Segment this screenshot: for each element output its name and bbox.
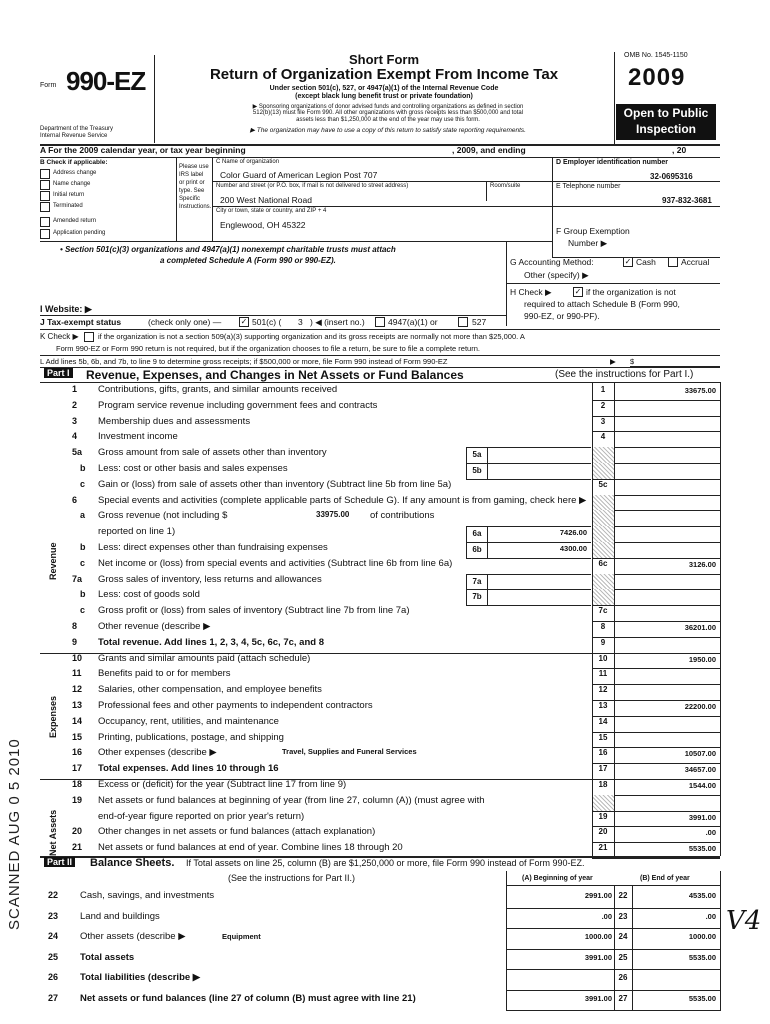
accounting-method-label: G Accounting Method: xyxy=(510,257,594,267)
line-amount[interactable]: 33675.00 xyxy=(684,386,716,395)
line-description: Investment income xyxy=(98,431,178,443)
org-city[interactable]: Englewood, OH 45322 xyxy=(220,220,306,230)
line-box-number: 8 xyxy=(600,622,606,631)
label-application-pending: Application pending xyxy=(53,230,106,236)
line-description: Other changes in net assets or fund balances (attach explanation) xyxy=(98,826,376,838)
other-specify-label: Other (specify) ▶ xyxy=(524,270,589,280)
checkbox-527[interactable] xyxy=(458,317,468,327)
inner-box-label: 7a xyxy=(466,574,488,591)
line-number: 12 xyxy=(72,684,83,695)
balance-line-number: 22 xyxy=(48,890,59,900)
line-number: 7a xyxy=(72,573,83,584)
line-description: Membership dues and assessments xyxy=(98,415,251,427)
open-to-public: Open to Public xyxy=(623,106,709,120)
shaded-cell xyxy=(593,589,614,605)
balance-row-rule xyxy=(506,969,720,970)
line-number: c xyxy=(80,557,86,568)
label-initial-return: Initial return xyxy=(53,192,85,198)
form-number: 990-EZ xyxy=(66,66,146,96)
checkbox-initial-return[interactable] xyxy=(40,191,50,201)
title-main: Return of Organization Exempt From Income Tax xyxy=(209,66,559,83)
label-accrual: Accrual xyxy=(681,257,710,267)
line-amount[interactable]: 3991.00 xyxy=(688,812,716,822)
line-description: Special events and activities (complete applicable parts of Schedule G). If any amount is from gaming, check here ▶ xyxy=(98,494,587,506)
line-a-mid: , 2009, and ending xyxy=(452,145,526,155)
line-h-text-3: 990-EZ, or 990-PF). xyxy=(524,311,600,321)
line-number: 3 xyxy=(72,415,78,426)
line-box-number: 20 xyxy=(598,827,608,837)
balance-row-rule xyxy=(506,908,720,909)
line-number: a xyxy=(80,510,86,521)
part1-title: Revenue, Expenses, and Changes in Net Assets or Fund Balances xyxy=(86,368,464,382)
balance-row-rule xyxy=(506,928,720,929)
checkbox-4947[interactable] xyxy=(375,317,385,327)
gross-revenue-excluding[interactable]: 33975.00 xyxy=(316,510,350,520)
checkbox-address-change[interactable] xyxy=(40,169,50,179)
checkbox-terminated[interactable] xyxy=(40,202,50,212)
group-exemption-label-2: Number ▶ xyxy=(568,238,608,248)
line-number: b xyxy=(80,463,86,473)
street-label: Number and street (or P.O. box, if mail is not delivered to street address) xyxy=(216,183,409,189)
irs-name: Internal Revenue Service xyxy=(40,133,108,139)
line-amount[interactable]: 5535.00 xyxy=(688,844,716,854)
line-box-number: 21 xyxy=(598,843,608,853)
org-street[interactable]: 200 West National Road xyxy=(220,195,312,205)
line-a-end: , 20 xyxy=(672,145,687,155)
line-box-number: 17 xyxy=(598,764,608,774)
inner-box-label: 5a xyxy=(466,447,488,464)
line-number: 6 xyxy=(72,494,78,505)
phone-value[interactable]: 937-832-3681 xyxy=(662,196,712,205)
line-box-number: 11 xyxy=(598,669,608,679)
block-b-title: B Check if applicable: xyxy=(40,159,108,166)
line-number: 14 xyxy=(72,715,83,726)
checkbox-accrual[interactable] xyxy=(668,257,678,267)
line-amount[interactable]: 22200.00 xyxy=(684,702,716,711)
line-amount[interactable]: .00 xyxy=(705,828,716,838)
part2-title: Balance Sheets. xyxy=(90,857,175,869)
shaded-cell xyxy=(593,542,614,558)
line-number: 5a xyxy=(72,447,83,458)
shaded-cell xyxy=(593,463,614,479)
line-number: 1 xyxy=(72,384,78,394)
balance-box-number: 25 xyxy=(618,952,628,962)
line-description: Excess or (deficit) for the year (Subtract line 17 from line 9) xyxy=(98,779,347,790)
line-box-number: 14 xyxy=(598,716,608,726)
line-description: Gain or (loss) from sale of assets other than inventory (Subtract line 5b from line 5a) xyxy=(98,478,452,490)
line-box-number: 15 xyxy=(598,732,608,742)
line-number: b xyxy=(80,542,86,552)
line-description-2: of contributions xyxy=(370,510,435,522)
balance-box-number: 23 xyxy=(618,911,628,921)
balance-line-description: Net assets or fund balances (line 27 of column (B) must agree with line 21) xyxy=(80,992,416,1004)
line-a-label: A For the 2009 calendar year, or tax year beginning xyxy=(40,145,246,155)
shaded-cell xyxy=(593,574,614,590)
balance-box-number: 24 xyxy=(618,932,628,941)
inner-box-label: 5b xyxy=(466,463,488,480)
label-insert-no: ) ◀ (insert no.) xyxy=(310,317,365,327)
line-number: 16 xyxy=(72,747,83,758)
inner-box-value[interactable] xyxy=(487,463,591,480)
line-number: 15 xyxy=(72,731,83,742)
line-number: 21 xyxy=(72,842,83,853)
expenses-label: Expenses xyxy=(48,695,58,738)
beginning-year-value[interactable]: 2991.00 xyxy=(584,891,612,900)
balance-row-rule xyxy=(506,1010,720,1011)
end-year-value[interactable]: .00 xyxy=(705,911,716,921)
checkbox-line-k[interactable] xyxy=(84,332,94,342)
phone-label: E Telephone number xyxy=(556,183,621,190)
line-description: Benefits paid to or for members xyxy=(98,668,231,680)
balance-line-number: 27 xyxy=(48,992,59,1003)
line-box-number: 4 xyxy=(600,432,606,442)
line-box-number: 16 xyxy=(598,748,608,758)
part2-tag: Part II xyxy=(44,857,75,867)
line-k-text-2: Form 990-EZ or Form 990 return is not required, but if the organization chooses to file a return, be sure to file a complete return. xyxy=(56,344,480,353)
line-description: Program service revenue including government fees and contracts xyxy=(98,399,378,411)
tax-exempt-label: J Tax-exempt status xyxy=(40,317,122,327)
part1-tag: Part I xyxy=(44,368,73,378)
line-number: c xyxy=(80,605,86,616)
inspection: Inspection xyxy=(635,122,696,136)
line-number: 8 xyxy=(72,621,78,631)
line-h-label: H Check ▶ xyxy=(510,287,552,297)
irs-label-note: Please use IRS label or print or type. See Specific Instructions. xyxy=(179,164,212,210)
tax-exempt-check: (check only one) — xyxy=(148,317,222,327)
line-number: c xyxy=(80,478,86,489)
balance-row-rule xyxy=(506,949,720,950)
checkbox-amended-return[interactable] xyxy=(40,217,50,227)
line-box-number: 5c xyxy=(598,479,608,489)
line-description: Less: cost of goods sold xyxy=(98,589,200,601)
beginning-year-value[interactable]: .00 xyxy=(601,911,612,921)
line-description: Less: cost or other basis and sales expenses xyxy=(98,463,288,474)
org-name[interactable]: Color Guard of American Legion Post 707 xyxy=(220,170,378,180)
line-description: Gross revenue (not including $ xyxy=(98,510,228,522)
balance-line-number: 25 xyxy=(48,951,59,962)
line-box-number: 7c xyxy=(598,606,608,616)
line-description: Other expenses (describe ▶ xyxy=(98,747,217,759)
line-number: 11 xyxy=(72,668,82,679)
title-short-form: Short Form xyxy=(348,52,420,67)
subtitle-1: Under section 501(c), 527, or 4947(a)(1) of the Internal Revenue Code xyxy=(269,85,499,92)
line-description: Printing, publications, postage, and shipping xyxy=(98,731,284,743)
balance-line-description: Total assets xyxy=(80,951,135,963)
label-address-change: Address change xyxy=(53,170,97,176)
label-terminated: Terminated xyxy=(53,203,83,209)
line-box-number: 13 xyxy=(598,701,608,710)
col-b-header: (B) End of year xyxy=(640,875,690,882)
inner-box-label: 7b xyxy=(466,589,488,606)
line-description: Gross amount from sale of assets other than inventory xyxy=(98,447,327,459)
line-description: Gross profit or (loss) from sales of inventory (Subtract line 7b from line 7a) xyxy=(98,605,410,617)
line-amount[interactable]: 36201.00 xyxy=(684,623,716,632)
line-amount[interactable]: 1544.00 xyxy=(688,781,716,790)
line-h-text-2: required to attach Schedule B (Form 990, xyxy=(524,299,680,309)
line-description: Net assets or fund balances at beginning of year (from line 27, column (A)) (must agree with xyxy=(98,794,485,806)
line-description: Gross sales of inventory, less returns and allowances xyxy=(98,573,322,585)
line-number: 19 xyxy=(72,794,83,805)
scanned-stamp: SCANNED AUG 0 5 2010 xyxy=(6,738,23,930)
line-h-text-1: if the organization is not xyxy=(586,287,676,297)
website-label: I Website: ▶ xyxy=(40,304,92,314)
tax-year: 2009 xyxy=(628,64,686,91)
line-description: reported on line 1) xyxy=(98,526,176,538)
label-amended-return: Amended return xyxy=(53,218,97,224)
line-description: Professional fees and other payments to independent contractors xyxy=(98,700,373,711)
sec501-note-1: • Section 501(c)(3) organizations and 4947(a)(1) nonexempt charitable trusts must attach xyxy=(60,245,396,254)
balance-line-number: 23 xyxy=(48,910,59,921)
line-number: b xyxy=(80,589,86,600)
shaded-cell xyxy=(593,795,614,811)
shaded-cell xyxy=(593,526,614,542)
inner-amount[interactable]: 7426.00 xyxy=(559,528,587,538)
line-k-text-1: if the organization is not a section 509(a)(3) supporting organization and its gross receipts are normally not more than $25,000. A xyxy=(98,332,525,341)
line-box-number: 6c xyxy=(598,558,608,568)
checkbox-application-pending[interactable] xyxy=(40,229,50,239)
line-number: 17 xyxy=(72,763,83,774)
inner-amount[interactable]: 4300.00 xyxy=(559,544,587,553)
line-description: Other revenue (describe ▶ xyxy=(98,621,211,632)
other-description[interactable]: Travel, Supplies and Funeral Services xyxy=(282,747,417,757)
balance-line-description: Other assets (describe ▶ xyxy=(80,931,186,942)
balance-line-description: Total liabilities (describe ▶ xyxy=(80,972,201,983)
shaded-cell xyxy=(593,447,614,463)
balance-line-number: 26 xyxy=(48,972,59,982)
end-year-value[interactable]: 5535.00 xyxy=(688,952,716,962)
subtitle-6: ▶ The organization may have to use a copy of this return to satisfy state reporting requirements. xyxy=(250,127,526,134)
balance-other-description[interactable]: Equipment xyxy=(222,932,261,941)
subtitle-2: (except black lung benefit trust or private foundation) xyxy=(295,93,473,100)
line-description: Contributions, gifts, grants, and similar amounts received xyxy=(98,384,338,395)
line-amount[interactable]: 10507.00 xyxy=(684,749,716,759)
line-description: Less: direct expenses other than fundraising expenses xyxy=(98,542,328,553)
part1-see: (See the instructions for Part I.) xyxy=(555,369,694,380)
line-description: Total expenses. Add lines 10 through 16 xyxy=(98,763,279,775)
checkbox-cash[interactable]: ✓ xyxy=(624,257,632,266)
line-description: Grants and similar amounts paid (attach schedule) xyxy=(98,652,311,664)
part2-note: If Total assets on line 25, column (B) are $1,250,000 or more, file Form 990 instead of Form 990-EZ. xyxy=(186,858,585,868)
netassets-label: Net Assets xyxy=(48,809,58,856)
line-number: 9 xyxy=(72,636,78,647)
label-501c: 501(c) ( xyxy=(252,317,282,327)
checkbox-schedule-b[interactable]: ✓ xyxy=(574,287,582,296)
row-rule xyxy=(592,858,720,859)
line-amount[interactable]: 1950.00 xyxy=(688,654,716,664)
line-description: Total revenue. Add lines 1, 2, 3, 4, 5c, 6c, 7c, and 8 xyxy=(98,636,324,648)
beginning-year-value[interactable]: 1000.00 xyxy=(584,932,612,941)
balance-line-number: 24 xyxy=(48,931,59,941)
line-box-number: 10 xyxy=(598,653,608,663)
501c-number[interactable]: 3 xyxy=(298,317,303,327)
line-l-dollar: $ xyxy=(630,357,635,366)
label-name-change: Name change xyxy=(53,181,91,187)
label-4947: 4947(a)(1) or xyxy=(388,317,438,327)
sec501-note-2: a completed Schedule A (Form 990 or 990-EZ). xyxy=(160,256,336,265)
ein-label: D Employer identification number xyxy=(556,159,669,166)
line-number: 4 xyxy=(72,431,78,442)
line-box-number: 18 xyxy=(598,780,608,789)
omb-number: OMB No. 1545-1150 xyxy=(624,52,688,59)
line-l-text: L Add lines 5b, 6b, and 7b, to line 9 to determine gross receipts; if $500,000 or more, file Form 990 instead of Form 990-EZ xyxy=(40,357,448,366)
line-description: end-of-year figure reported on prior year's return) xyxy=(98,810,305,822)
line-number: 13 xyxy=(72,700,83,710)
end-year-value[interactable]: 4535.00 xyxy=(688,891,716,900)
balance-box-number: 27 xyxy=(618,993,628,1003)
group-exemption-label: F Group Exemption xyxy=(556,226,630,236)
line-box-number: 1 xyxy=(600,385,606,394)
line-box-number: 12 xyxy=(598,685,608,695)
inner-box-value[interactable] xyxy=(487,589,591,606)
balance-line-description: Cash, savings, and investments xyxy=(80,890,215,901)
city-label: City or town, state or country, and ZIP + 4 xyxy=(216,208,327,214)
balance-box-number: 26 xyxy=(618,973,628,982)
balance-line-description: Land and buildings xyxy=(80,910,160,922)
room-label: Room/suite xyxy=(490,183,521,189)
subtitle-5: assets less than $1,250,000 at the end of the year may use this form. xyxy=(296,117,480,123)
line-k-label: K Check ▶ xyxy=(40,332,79,341)
beginning-year-value[interactable]: 3991.00 xyxy=(584,952,612,962)
inner-box-label: 6b xyxy=(466,542,488,559)
line-number: 2 xyxy=(72,399,78,410)
line-description: Salaries, other compensation, and employee benefits xyxy=(98,684,322,696)
checkbox-501c[interactable]: ✓ xyxy=(240,317,248,326)
line-amount[interactable]: 3126.00 xyxy=(688,559,716,569)
handwritten-mark: V4 xyxy=(726,906,762,936)
line-description: Net assets or fund balances at end of year. Combine lines 18 through 20 xyxy=(98,842,403,854)
inner-box-value[interactable] xyxy=(487,574,591,591)
org-name-label: C Name of organization xyxy=(216,159,280,165)
balance-row-rule xyxy=(506,990,720,991)
revenue-label: Revenue xyxy=(48,542,58,580)
line-box-number: 19 xyxy=(598,811,608,821)
col-a-header: (A) Beginning of year xyxy=(522,875,593,882)
line-number: 10 xyxy=(72,652,83,663)
line-number: 18 xyxy=(72,779,83,789)
subtitle-3: ▶ Sponsoring organizations of donor advised funds and controlling organizations as defined in section xyxy=(252,104,524,110)
dept-treasury: Department of the Treasury xyxy=(40,126,114,132)
balance-box-number: 22 xyxy=(618,891,628,900)
line-amount[interactable]: 34657.00 xyxy=(684,765,716,775)
label-cash: Cash xyxy=(636,257,656,267)
part2-see: (See the instructions for Part II.) xyxy=(228,873,356,883)
inner-box-value[interactable] xyxy=(487,447,591,464)
beginning-year-value[interactable]: 3991.00 xyxy=(584,993,612,1003)
label-527: 527 xyxy=(472,317,487,327)
shaded-cell xyxy=(593,495,614,511)
inner-box-label: 6a xyxy=(466,526,488,543)
line-l-arrow: ▶ xyxy=(610,357,616,366)
line-box-number: 2 xyxy=(600,400,606,410)
line-box-number: 3 xyxy=(600,416,606,426)
line-box-number: 9 xyxy=(600,637,606,647)
line-number: 20 xyxy=(72,826,83,837)
shaded-cell xyxy=(593,510,614,526)
checkbox-name-change[interactable] xyxy=(40,180,50,190)
form-prefix: Form xyxy=(40,82,57,89)
line-description: Net income or (loss) from special events and activities (Subtract line 6b from line 6a) xyxy=(98,557,453,569)
ein-value[interactable]: 32-0695316 xyxy=(650,172,693,181)
subtitle-4: 512(b)(13) must file Form 990. All other organizations with gross receipts less than $500,000 and total xyxy=(252,110,524,116)
line-description: Occupancy, rent, utilities, and maintenance xyxy=(98,715,279,727)
end-year-value[interactable]: 1000.00 xyxy=(688,932,716,941)
end-year-value[interactable]: 5535.00 xyxy=(688,993,716,1003)
